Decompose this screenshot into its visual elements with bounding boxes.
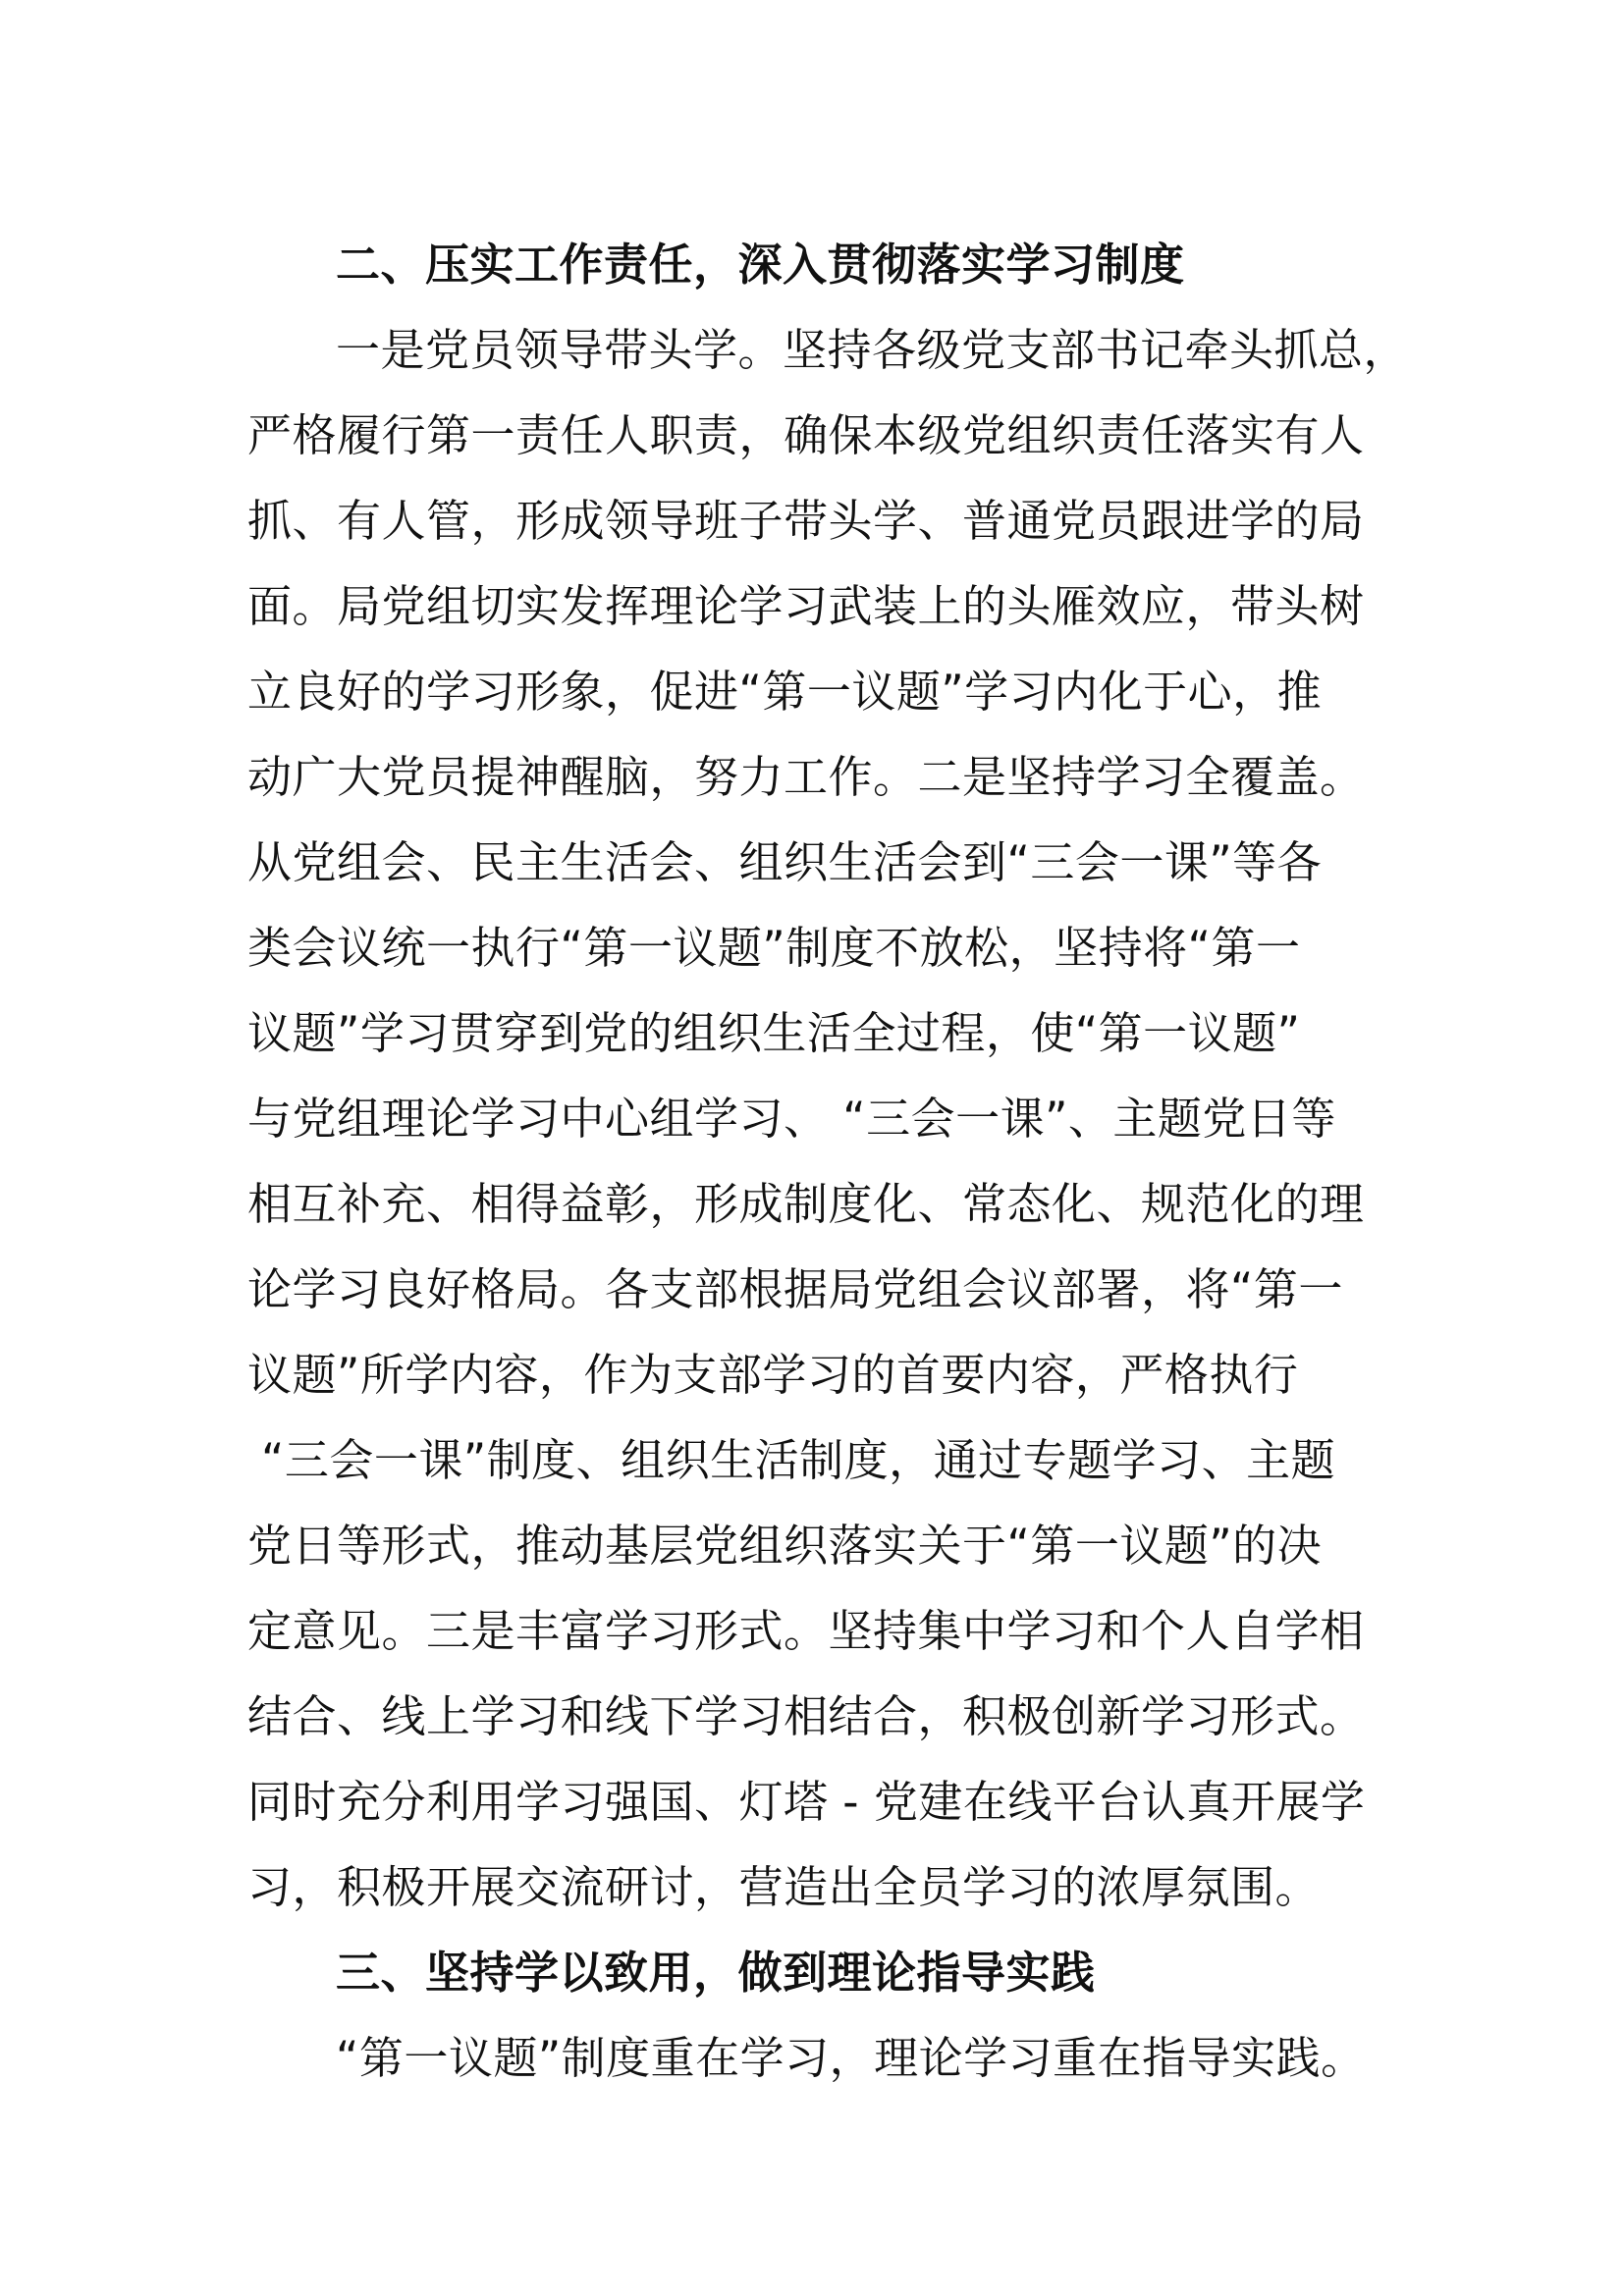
paragraph-line: 定意见。三是丰富学习形式。坚持集中学习和个人自学相 [247, 1605, 1365, 1657]
paragraph-line: 类会议统一执行“第一议题”制度不放松，坚持将“第一 [247, 922, 1301, 974]
paragraph-line: 抓、有人管，形成领导班子带头学、普通党员跟进学的局 [247, 495, 1365, 547]
paragraph-line: “第一议题”制度重在学习，理论学习重在指导实践。 [336, 2032, 1366, 2084]
paragraph-line: 议题”学习贯穿到党的组织生活全过程，使“第一议题” [247, 1007, 1301, 1059]
paragraph-line: 一是党员领导带头学。坚持各级党支部书记牵头抓总， [336, 324, 1409, 376]
paragraph-line: 从党组会、民主生活会、组织生活会到“三会一课”等各 [247, 836, 1323, 888]
paragraph-line: 结合、线上学习和线下学习相结合，积极创新学习形式。 [247, 1690, 1365, 1742]
paragraph-line: 与党组理论学习中心组学习、 “三会一课”、主题党日等 [247, 1093, 1336, 1145]
paragraph-line: 党日等形式，推动基层党组织落实关于“第一议题”的决 [247, 1520, 1323, 1572]
paragraph-line: 同时充分利用学习强国、灯塔 - 党建在线平台认真开展学 [247, 1776, 1366, 1828]
section-heading-2: 二、压实工作责任，深入贯彻落实学习制度 [336, 239, 1185, 291]
section-heading-3: 三、坚持学以致用，做到理论指导实践 [336, 1947, 1096, 1999]
paragraph-line: 议题”所学内容，作为支部学习的首要内容，严格执行 [247, 1349, 1299, 1401]
paragraph-line: 相互补充、相得益彰，形成制度化、常态化、规范化的理 [247, 1178, 1365, 1230]
paragraph-line: 面。局党组切实发挥理论学习武装上的头雁效应，带头树 [247, 580, 1365, 632]
paragraph-line: 习，积极开展交流研讨，营造出全员学习的浓厚氛围。 [247, 1861, 1321, 1913]
paragraph-line: 论学习良好格局。各支部根据局党组会议部署，将“第一 [247, 1263, 1343, 1315]
paragraph-line: 动广大党员提神醒脑，努力工作。二是坚持学习全覆盖。 [247, 751, 1365, 803]
paragraph-line: 严格履行第一责任人职责，确保本级党组织责任落实有人 [247, 409, 1365, 461]
paragraph-line: “三会一课”制度、组织生活制度，通过专题学习、主题 [261, 1434, 1336, 1486]
paragraph-line: 立良好的学习形象，促进“第一议题”学习内化于心，推 [247, 666, 1323, 718]
